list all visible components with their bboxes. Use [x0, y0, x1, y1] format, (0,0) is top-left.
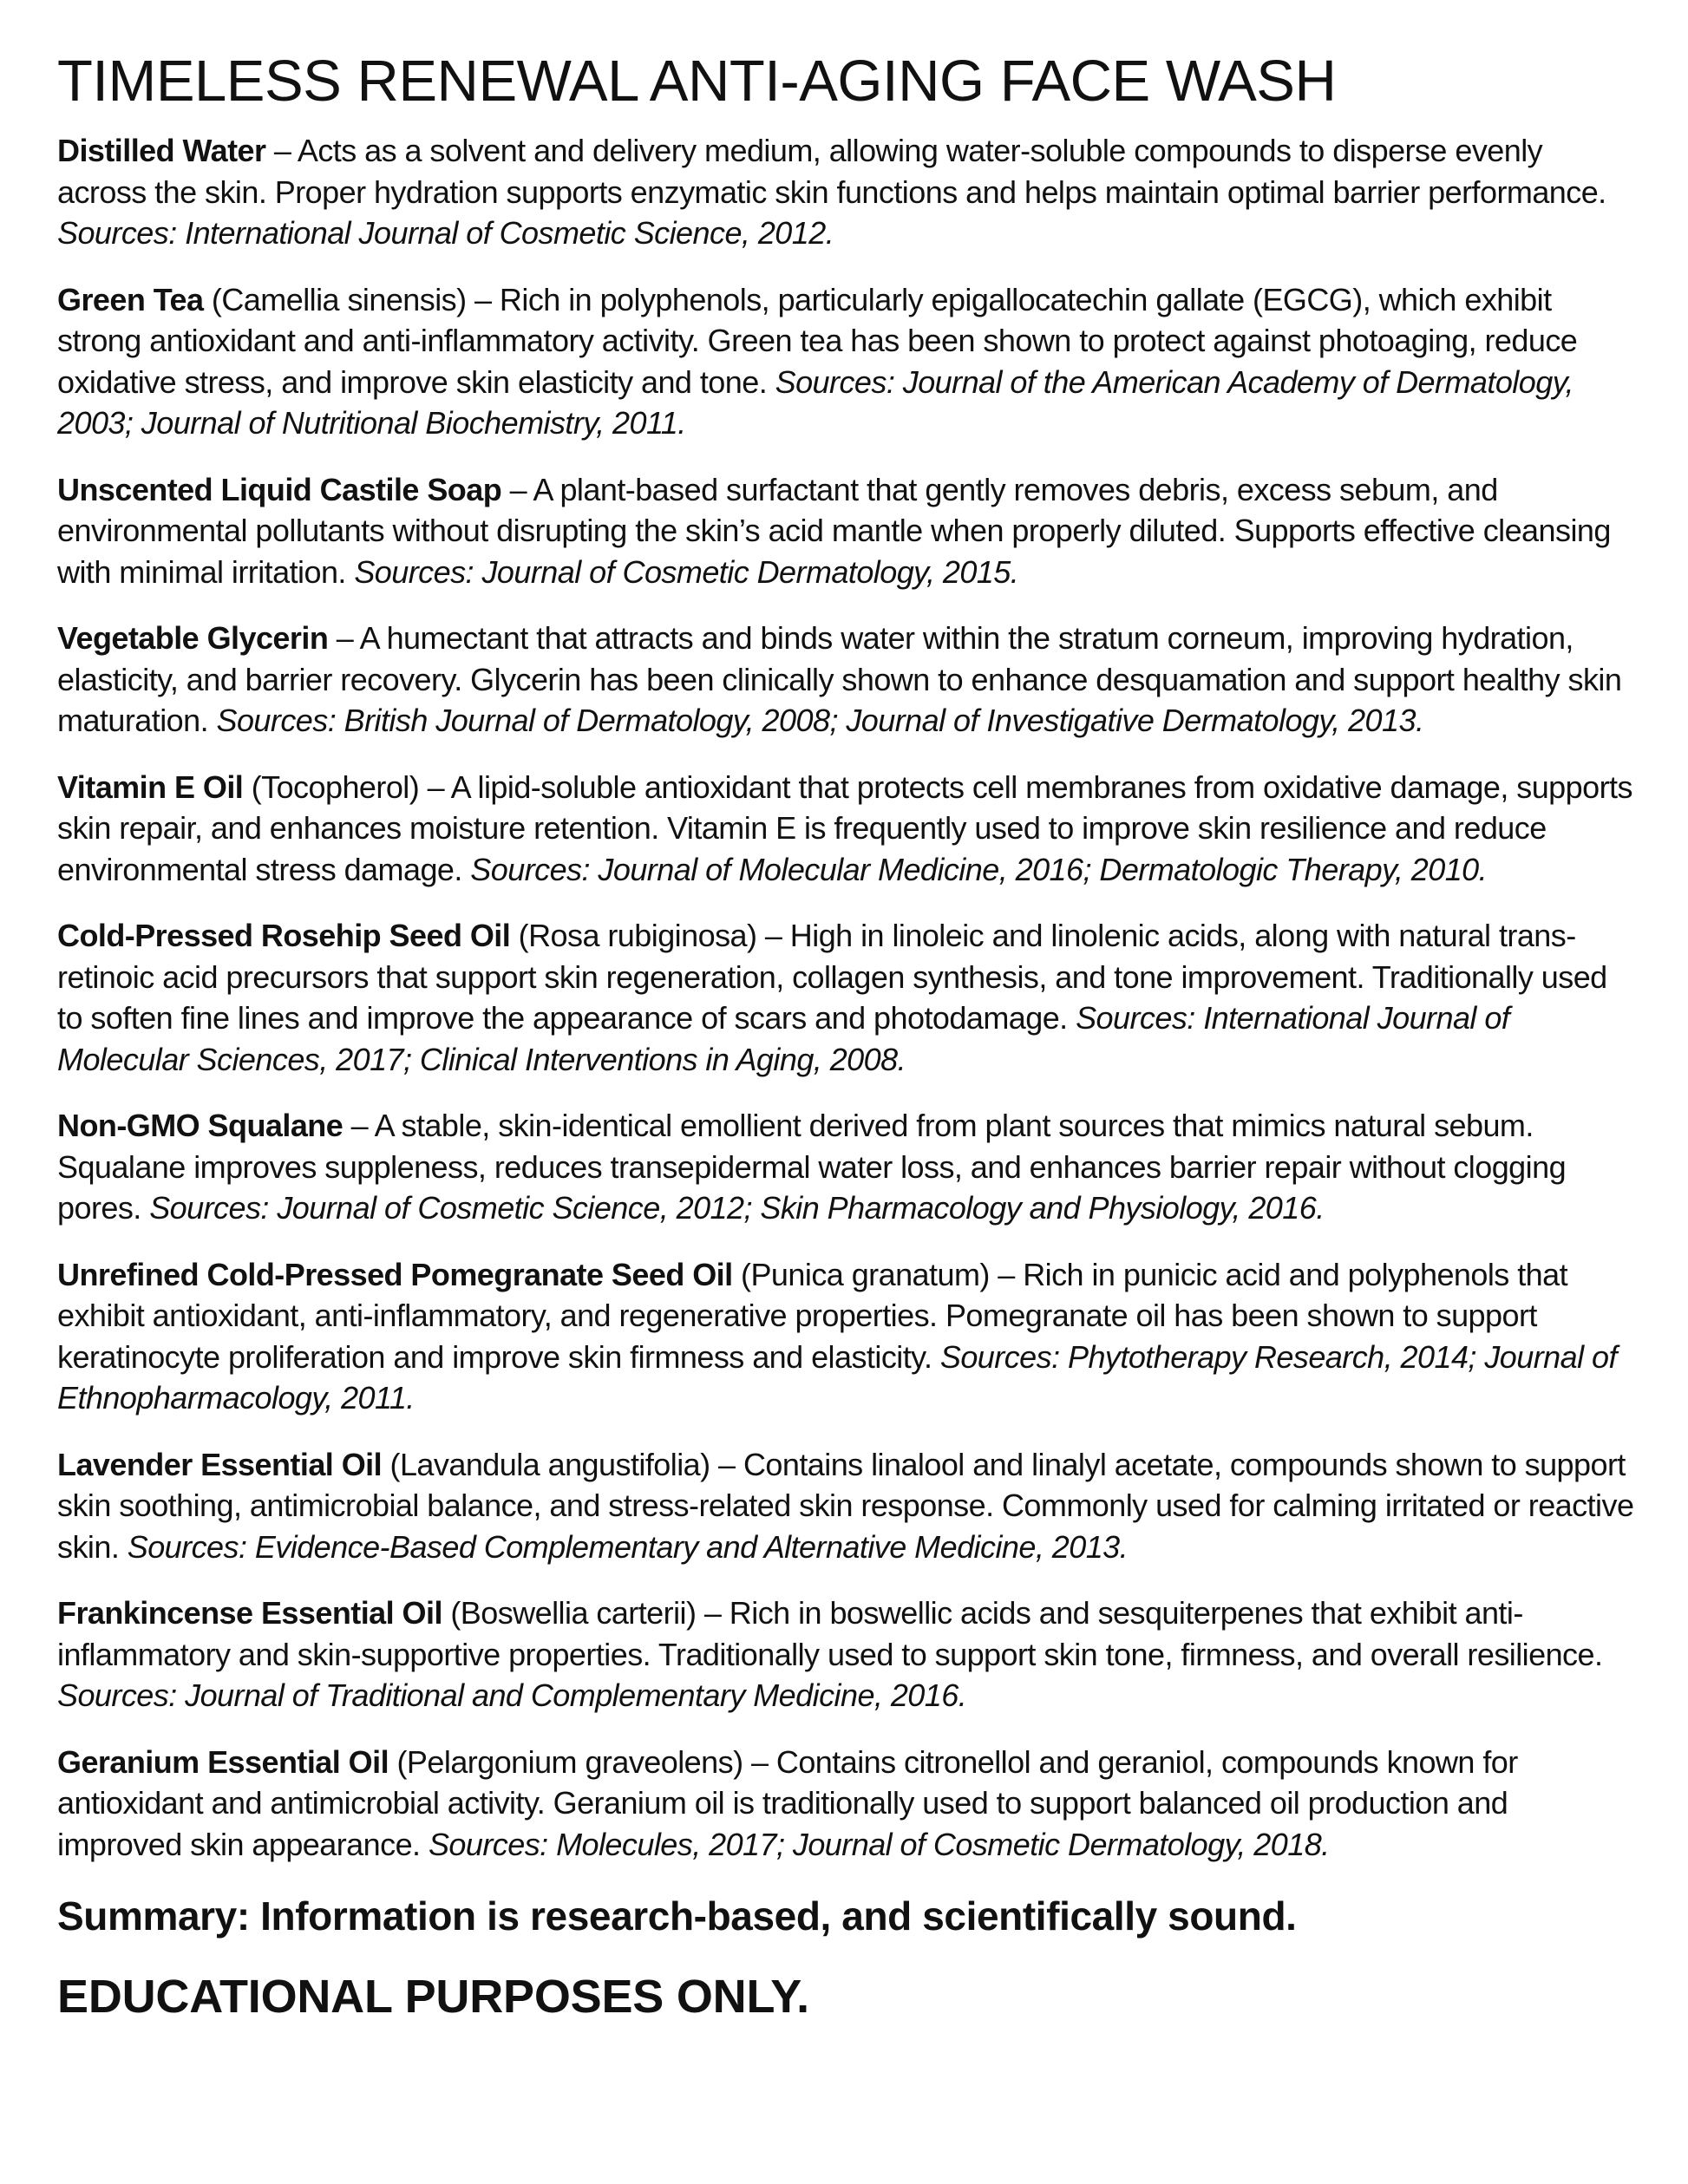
ingredient-name: Non-GMO Squalane	[57, 1108, 343, 1143]
ingredient-description: – A plant-based surfactant that gently removes debris, excess sebum, and environmental pollutants without disrupting the skin’s acid mantle when properly diluted. Supports effective cleansing with minimal irritation.	[57, 471, 1611, 590]
ingredient-description: (Pelargonium graveolens) – Contains citronellol and geraniol, compounds known for antioxidant and antimicrobial activity. Geranium oil is traditionally used to support balanced oil production and improved skin appearance.	[57, 1743, 1518, 1862]
ingredient-sources: Sources: International Journal of Cosmetic Science, 2012.	[57, 215, 834, 251]
ingredient-green-tea	[57, 279, 1636, 444]
ingredient-description: – A humectant that attracts and binds water within the stratum corneum, improving hydration, elasticity, and barrier recovery. Glycerin has been clinically shown to enhance desquamation and support healthy skin maturation.	[57, 620, 1622, 738]
ingredient-name: Vitamin E Oil	[57, 768, 244, 805]
ingredient-sources: Sources: International Journal of Molecular Sciences, 2017; Clinical Interventions in Aging, 2008.	[57, 1000, 1510, 1077]
ingredient-description: – A stable, skin-identical emollient derived from plant sources that mimics natural sebum. Squalane improves suppleness, reduces transepidermal water loss, and enhances barrier repair without clogging pores.	[57, 1108, 1567, 1226]
ingredient-sources: Sources: Journal of the American Academy of Dermatology, 2003; Journal of Nutritional Biochemistry, 2011.	[57, 363, 1574, 441]
ingredient-description: (Punica granatum) – Rich in punicic acid and polyphenols that exhibit antioxidant, anti-inflammatory, and regenerative properties. Pomegranate oil has been shown to support keratinocyte proliferation and improve skin firmness and elasticity.	[57, 1256, 1568, 1375]
ingredient-name: Vegetable Glycerin	[57, 620, 329, 656]
ingredient-name: Lavender Essential Oil	[57, 1446, 383, 1482]
ingredient-description: (Lavandula angustifolia) – Contains linalool and linalyl acetate, compounds shown to support skin soothing, antimicrobial balance, and stress-related skin response. Commonly used for calming irritated or reactive skin.	[57, 1446, 1634, 1565]
ingredient-name: Distilled Water	[57, 133, 266, 168]
ingredient-name: Cold-Pressed Rosehip Seed Oil	[57, 918, 511, 953]
ingredient-distilled-water	[57, 130, 1636, 254]
ingredient-list	[57, 130, 1636, 1865]
ingredient-description: – Acts as a solvent and delivery medium, allowing water-soluble compounds to disperse evenly across the skin. Proper hydration supports enzymatic skin functions and helps maintain optimal barrier performance.	[57, 133, 1606, 210]
ingredient-sources: Sources: Evidence-Based Complementary and Alternative Medicine, 2013.	[127, 1528, 1129, 1565]
ingredient-geranium-oil	[57, 1742, 1636, 1866]
ingredient-vegetable-glycerin	[57, 618, 1636, 742]
document-title: TIMELESS RENEWAL ANTI-AGING FACE WASH	[57, 49, 1337, 114]
ingredient-pomegranate-seed-oil	[57, 1254, 1636, 1419]
summary-statement: Summary: Information is research-based, and scientifically sound.	[57, 1893, 1297, 1939]
ingredient-description: (Rosa rubiginosa) – High in linoleic and linolenic acids, along with natural trans-retinoic acid precursors that support skin regeneration, collagen synthesis, and tone improvement. Traditionally used to soften fine lines and improve the appearance of scars and photodamage.	[57, 918, 1607, 1036]
ingredient-name: Geranium Essential Oil	[57, 1743, 389, 1780]
ingredient-squalane	[57, 1105, 1636, 1229]
ingredient-name: Unrefined Cold-Pressed Pomegranate Seed Oil	[57, 1256, 733, 1292]
ingredient-sources: Sources: Journal of Traditional and Complementary Medicine, 2016.	[57, 1677, 967, 1713]
document-page	[57, 45, 1636, 2027]
disclaimer-statement: EDUCATIONAL PURPOSES ONLY.	[57, 1971, 809, 2023]
ingredient-name: Unscented Liquid Castile Soap	[57, 471, 502, 507]
ingredient-rosehip-seed-oil	[57, 915, 1636, 1080]
ingredient-description: (Camellia sinensis) – Rich in polyphenols, particularly epigallocatechin gallate (EGCG), which exhibit strong antioxidant and anti-inflammatory activity. Green tea has been shown to protect against photoaging, reduce oxidative stress, and improve skin elasticity and tone.	[57, 281, 1578, 400]
ingredient-sources: Sources: Phytotherapy Research, 2014; Journal of Ethnopharmacology, 2011.	[57, 1338, 1617, 1416]
ingredient-sources: Sources: Molecules, 2017; Journal of Cosmetic Dermatology, 2018.	[428, 1826, 1330, 1862]
ingredient-sources: Sources: Journal of Cosmetic Science, 2012; Skin Pharmacology and Physiology, 2016.	[149, 1190, 1325, 1226]
ingredient-name: Green Tea	[57, 281, 204, 317]
ingredient-description: (Tocopherol) – A lipid-soluble antioxidant that protects cell membranes from oxidative damage, supports skin repair, and enhances moisture retention. Vitamin E is frequently used to improve skin resilience and reduce environmental stress damage.	[57, 768, 1632, 887]
ingredient-sources: Sources: Journal of Cosmetic Dermatology, 2015.	[354, 553, 1019, 590]
ingredient-sources: Sources: Journal of Molecular Medicine, 2016; Dermatologic Therapy, 2010.	[470, 851, 1488, 887]
ingredient-name: Frankincense Essential Oil	[57, 1595, 442, 1631]
ingredient-description: (Boswellia carterii) – Rich in boswellic acids and sesquiterpenes that exhibit anti-inflammatory and skin-supportive properties. Traditionally used to support skin tone, firmness, and overall resilience.	[57, 1595, 1603, 1672]
ingredient-frankincense-oil	[57, 1592, 1636, 1716]
ingredient-vitamin-e-oil	[57, 767, 1636, 891]
ingredient-lavender-oil	[57, 1444, 1636, 1568]
ingredient-castile-soap	[57, 469, 1636, 593]
ingredient-sources: Sources: British Journal of Dermatology, 2008; Journal of Investigative Dermatology, 2013.	[216, 703, 1424, 738]
